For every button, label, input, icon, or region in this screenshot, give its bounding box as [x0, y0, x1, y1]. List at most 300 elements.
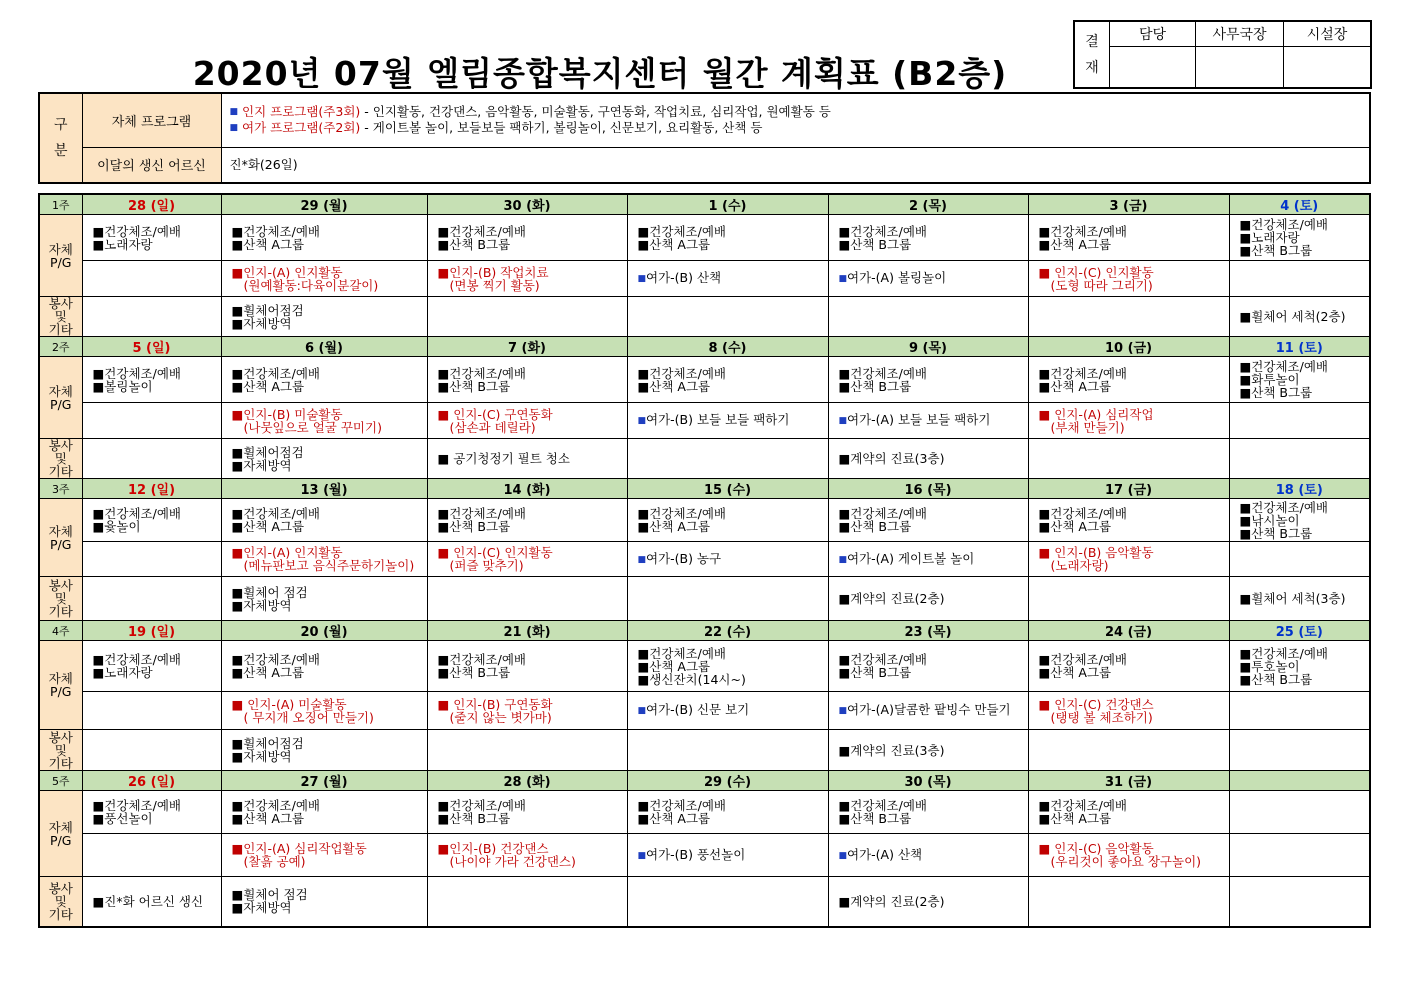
activity-item: ■건강체조/예배 [838, 223, 927, 239]
activity-item: ■건강체조/예배 [231, 652, 320, 667]
day-header: 7 (화) [427, 337, 627, 357]
activity-item: ■산책 A그룹 [637, 811, 711, 826]
week-header-row [39, 194, 1370, 215]
monthly-calendar [38, 193, 1371, 928]
row-label-line: 기타 [48, 906, 73, 922]
service-etc-cell [828, 439, 1028, 479]
row-label-line: 기타 [48, 464, 73, 479]
service-etc-row [39, 877, 1370, 927]
program-title: ■인지-(B) 작업치료 [437, 264, 549, 280]
service-etc-cell [1028, 439, 1229, 479]
program-title: ■ 인지-(A) 심리작업 [1038, 406, 1154, 422]
daily-activity-cell [627, 357, 828, 403]
special-program-cell [1229, 261, 1370, 297]
service-item: ■휠체어점검 [231, 302, 304, 318]
bullet-icon: ■ [838, 416, 848, 426]
program-row [39, 791, 1370, 834]
program-info-table [38, 92, 1371, 184]
special-program-row [39, 834, 1370, 877]
bullet-icon: ■ [637, 850, 647, 861]
row-label-line: 기타 [48, 322, 73, 337]
program-title: ■인지-(B) 미술활동 [231, 406, 343, 422]
program-title: ■ 인지-(B) 구연동화 [437, 696, 553, 712]
activity-item: ■노래자랑 [92, 236, 153, 252]
service-etc-cell [627, 730, 828, 771]
program-detail: (탱탱 볼 체조하기) [1050, 709, 1153, 725]
activity-item: ■산책 B그룹 [838, 519, 912, 534]
row-label-line: 및 [54, 893, 67, 909]
row-label-line: P/G [50, 832, 72, 848]
row-label-line: 봉사 [48, 729, 73, 745]
day-header: 30 (목) [828, 771, 1028, 791]
activity-item: ■산책 B그룹 [437, 378, 511, 394]
activity-item: ■건강체조/예배 [838, 506, 927, 521]
special-program-cell [627, 542, 828, 577]
service-item: ■자체방역 [231, 900, 292, 916]
week-label: 4주 [39, 621, 82, 641]
info-birthday: 진*화(26일) [221, 147, 1370, 183]
bullet-icon: ■ [838, 274, 848, 284]
day-header: 17 (금) [1028, 479, 1229, 499]
service-etc-cell [221, 730, 427, 771]
daily-activity-cell [1028, 791, 1229, 834]
day-header: 11 (토) [1229, 337, 1370, 357]
week-header-row [39, 479, 1370, 499]
service-item: ■계약의 진료(3층) [838, 451, 945, 466]
row-label-line: 기타 [48, 604, 73, 619]
program-title: ■인지-(A) 인지활동 [231, 545, 343, 560]
leisure-program-label: 여가-(B) 산책 [646, 270, 722, 285]
approval-header-head: 시설장 [1284, 21, 1372, 47]
service-etc-row [39, 577, 1370, 621]
activity-item: ■건강체조/예배 [637, 506, 726, 521]
service-etc-cell [828, 297, 1028, 337]
program-title: ■ 인지-(C) 구연동화 [437, 406, 553, 422]
program-detail: (삼손과 데릴라) [449, 419, 536, 435]
daily-activity-cell [221, 215, 427, 261]
row-label-line: 및 [54, 309, 67, 324]
special-program-cell [1229, 692, 1370, 730]
special-program-row [39, 403, 1370, 439]
day-header: 23 (목) [828, 621, 1028, 641]
activity-item: ■건강체조/예배 [231, 506, 320, 521]
activity-item: ■윷놀이 [92, 519, 141, 534]
row-label-line: P/G [50, 254, 72, 270]
week-header-row [39, 771, 1370, 791]
service-etc-cell [627, 577, 828, 621]
day-header: 3 (금) [1028, 194, 1229, 215]
activity-item: ■산책 B그룹 [437, 811, 511, 826]
service-etc-cell [82, 877, 221, 927]
row-label-service [39, 577, 82, 621]
program-title: ■ 인지-(C) 인지활동 [1038, 264, 1154, 280]
bullet-icon: ■ [637, 554, 647, 565]
day-header: 6 (월) [221, 337, 427, 357]
special-program-row [39, 261, 1370, 297]
day-header: 28 (일) [82, 194, 221, 215]
day-header: 16 (목) [828, 479, 1028, 499]
service-etc-cell [828, 877, 1028, 927]
program-detail: (나뭇잎으로 얼굴 꾸미기) [243, 419, 382, 435]
service-item: ■ 공기청정기 필트 청소 [437, 451, 570, 466]
row-label-line: 및 [54, 742, 67, 758]
day-header: 26 (일) [82, 771, 221, 791]
special-program-cell [82, 834, 221, 877]
activity-item: ■건강체조/예배 [437, 652, 526, 667]
special-program-cell [627, 692, 828, 730]
special-program-cell [627, 261, 828, 297]
service-etc-cell [1229, 297, 1370, 337]
activity-item: ■노래자랑 [92, 665, 153, 680]
program-title: ■ 인지-(A) 미술활동 [231, 696, 347, 712]
program-detail: (부채 만들기) [1050, 419, 1125, 435]
activity-item: ■건강체조/예배 [231, 798, 320, 813]
program-row [39, 215, 1370, 261]
service-etc-row [39, 297, 1370, 337]
daily-activity-cell [828, 641, 1028, 692]
activity-item: ■건강체조/예배 [1239, 499, 1328, 515]
service-etc-cell [627, 439, 828, 479]
activity-item: ■건강체조/예배 [1038, 798, 1127, 813]
special-program-cell [221, 542, 427, 577]
leisure-program-label: 여가-(A)달콤한 팥빙수 만들기 [847, 702, 1011, 717]
daily-activity-cell [427, 641, 627, 692]
row-label-line: P/G [50, 684, 72, 699]
row-label-line: 봉사 [48, 438, 73, 453]
day-header: 29 (월) [221, 194, 427, 215]
program-row [39, 641, 1370, 692]
day-header: 18 (토) [1229, 479, 1370, 499]
activity-item: ■건강체조/예배 [231, 223, 320, 239]
activity-item: ■산책 B그룹 [838, 665, 912, 680]
special-program-cell [828, 692, 1028, 730]
bullet-icon: ■ [838, 554, 848, 565]
service-item: ■휠체어 점검 [231, 887, 308, 903]
special-program-cell [82, 261, 221, 297]
approval-sign-manager[interactable] [1110, 47, 1196, 89]
daily-activity-cell [1229, 357, 1370, 403]
special-program-cell [1229, 542, 1370, 577]
approval-sign-director[interactable] [1196, 47, 1284, 89]
row-label-service [39, 730, 82, 771]
row-label-line: 자체 [48, 523, 73, 539]
leisure-program-label: 여가-(A) 산책 [847, 846, 923, 862]
week-header-row [39, 337, 1370, 357]
activity-item: ■건강체조/예배 [92, 365, 181, 381]
row-label-line: 기타 [48, 755, 73, 771]
info-label-own-program: 자체 프로그램 [82, 93, 221, 147]
daily-activity-cell [1229, 215, 1370, 261]
activity-item: ■화투놀이 [1239, 372, 1300, 387]
program-detail: (나이야 가라 건강댄스) [449, 854, 576, 869]
special-program-cell [427, 692, 627, 730]
activity-item: ■산책 B그룹 [1239, 671, 1313, 687]
special-program-cell [82, 403, 221, 439]
row-label-program [39, 499, 82, 577]
special-program-cell [1229, 403, 1370, 439]
bullet-icon: ■ [229, 107, 239, 118]
leisure-program [839, 413, 1028, 428]
row-label-line: P/G [50, 396, 72, 412]
day-header: 4 (토) [1229, 194, 1370, 215]
program-detail: (노래자랑) [1050, 558, 1109, 573]
activity-item: ■산책 A그룹 [637, 236, 711, 252]
activity-item: ■산책 B그룹 [838, 811, 912, 826]
day-header: 19 (일) [82, 621, 221, 641]
activity-item: ■건강체조/예배 [1038, 652, 1127, 667]
program-detail: (우리것이 좋아요 장구놀이) [1050, 854, 1202, 869]
activity-item: ■산책 B그룹 [437, 665, 511, 680]
activity-item: ■건강체조/예배 [92, 798, 181, 813]
day-header: 29 (수) [627, 771, 828, 791]
row-label-program [39, 641, 82, 730]
special-program-cell [82, 542, 221, 577]
row-label-program [39, 791, 82, 877]
special-program-cell [1028, 261, 1229, 297]
service-etc-cell [221, 577, 427, 621]
program-detail: (퍼즐 맞추기) [449, 558, 524, 573]
special-program-cell [627, 403, 828, 439]
activity-item: ■산책 B그룹 [1239, 243, 1313, 258]
daily-activity-cell [828, 215, 1028, 261]
activity-item: ■건강체조/예배 [1038, 223, 1127, 239]
activity-item: ■건강체조/예배 [838, 798, 927, 813]
daily-activity-cell [1229, 641, 1370, 692]
info-own-program [221, 93, 1370, 147]
week-label: 5주 [39, 771, 82, 791]
service-item: ■자체방역 [231, 749, 292, 764]
service-item: ■계약의 진료(2층) [838, 893, 945, 909]
daily-activity-cell [82, 791, 221, 834]
leisure-program [839, 703, 1028, 718]
day-header: 1 (수) [627, 194, 828, 215]
activity-item: ■산책 B그룹 [838, 236, 912, 252]
service-item: ■휠체어 세척(2층) [1239, 309, 1346, 324]
leisure-program-label: 여가-(B) 풍선놀이 [646, 846, 746, 862]
daily-activity-cell [1229, 499, 1370, 542]
special-program-row [39, 542, 1370, 577]
leisure-program [839, 271, 1028, 286]
activity-item: ■건강체조/예배 [92, 652, 181, 667]
info-label-birthday: 이달의 생신 어르신 [82, 147, 221, 183]
special-program-cell [221, 692, 427, 730]
special-program-cell [427, 403, 627, 439]
activity-item: ■산책 B그룹 [1239, 385, 1313, 400]
activity-item: ■건강체조/예배 [437, 506, 526, 521]
bullet-icon: ■ [229, 123, 239, 134]
info-line [230, 104, 1370, 120]
approval-sign-head[interactable] [1284, 47, 1372, 89]
activity-item: ■산책 A그룹 [231, 811, 305, 826]
activity-item: ■건강체조/예배 [838, 652, 927, 667]
activity-item: ■건강체조/예배 [437, 223, 526, 239]
daily-activity-cell [427, 791, 627, 834]
leisure-program-label: 여가-(B) 보들 보들 팩하기 [646, 412, 790, 427]
special-program-cell [1028, 403, 1229, 439]
activity-item: ■산책 A그룹 [1038, 378, 1112, 394]
special-program-cell [221, 403, 427, 439]
activity-item: ■산책 A그룹 [1038, 236, 1112, 252]
service-etc-row [39, 439, 1370, 479]
service-etc-cell [427, 730, 627, 771]
program-title: ■ 인지-(C) 인지활동 [437, 545, 553, 560]
row-label-line: 및 [54, 591, 67, 606]
daily-activity-cell [627, 499, 828, 542]
daily-activity-cell [82, 215, 221, 261]
service-etc-cell [1028, 877, 1229, 927]
activity-item: ■산책 B그룹 [437, 236, 511, 252]
day-header: 15 (수) [627, 479, 828, 499]
row-label-line: P/G [50, 536, 72, 552]
service-etc-cell [1229, 877, 1370, 927]
program-title: ■인지-(A) 심리작업활동 [231, 841, 367, 856]
special-program-cell [1229, 834, 1370, 877]
activity-item: ■건강체조/예배 [637, 365, 726, 381]
activity-item: ■건강체조/예배 [231, 365, 320, 381]
activity-item: ■볼링놀이 [92, 378, 153, 394]
service-item: ■자체방역 [231, 457, 292, 473]
service-etc-cell [627, 877, 828, 927]
leisure-program [638, 271, 828, 286]
leisure-program [638, 552, 828, 567]
daily-activity-cell [221, 641, 427, 692]
program-detail: (메뉴판보고 음식주문하기놀이) [243, 558, 415, 573]
leisure-program-label: 여가-(A) 볼링놀이 [847, 270, 947, 285]
activity-item: ■산책 A그룹 [1038, 665, 1112, 680]
leisure-program-label: 여가-(A) 보들 보들 팩하기 [847, 412, 991, 427]
service-etc-cell [427, 877, 627, 927]
service-etc-cell [1229, 577, 1370, 621]
bullet-icon: ■ [637, 416, 647, 426]
daily-activity-cell [82, 641, 221, 692]
row-label-program [39, 215, 82, 297]
day-header: 20 (월) [221, 621, 427, 641]
daily-activity-cell [828, 791, 1028, 834]
activity-item: ■산책 A그룹 [231, 378, 305, 394]
leisure-program-label: 여가-(A) 게이트볼 놀이 [847, 550, 975, 566]
row-label-line: 봉사 [48, 578, 73, 593]
daily-activity-cell [828, 499, 1028, 542]
daily-activity-cell [1028, 357, 1229, 403]
service-item: ■계약의 진료(2층) [838, 591, 945, 606]
activity-item: ■산책 A그룹 [1038, 519, 1112, 534]
daily-activity-cell [427, 357, 627, 403]
activity-item: ■건강체조/예배 [92, 506, 181, 521]
daily-activity-cell [221, 357, 427, 403]
service-etc-cell [221, 439, 427, 479]
day-header: 2 (목) [828, 194, 1028, 215]
day-header: 14 (화) [427, 479, 627, 499]
service-etc-cell [1028, 297, 1229, 337]
activity-item: ■건강체조/예배 [437, 365, 526, 381]
day-header: 28 (화) [427, 771, 627, 791]
info-side-label [39, 93, 82, 183]
leisure-program [839, 848, 1028, 863]
row-label-service [39, 877, 82, 927]
activity-item: ■낚시놀이 [1239, 512, 1300, 528]
leisure-program [638, 703, 828, 718]
activity-item: ■산책 B그룹 [1239, 525, 1313, 541]
service-item: ■진*화 어르신 생신 [92, 893, 204, 909]
activity-item: ■건강체조/예배 [1239, 359, 1328, 374]
activity-item: ■건강체조/예배 [1038, 506, 1127, 521]
special-program-cell [427, 261, 627, 297]
week-header-row [39, 621, 1370, 641]
info-side-2: 분 [53, 143, 68, 159]
daily-activity-cell [221, 499, 427, 542]
approval-side-1: 결 [1085, 33, 1099, 50]
daily-activity-cell [427, 215, 627, 261]
info-line [230, 120, 1370, 136]
activity-item: ■산책 A그룹 [231, 236, 305, 252]
bullet-icon: ■ [838, 850, 848, 861]
approval-side-label [1074, 21, 1110, 88]
activity-item: ■풍선놀이 [92, 811, 153, 826]
leisure-program [638, 413, 828, 428]
program-title: ■ 인지-(B) 음악활동 [1038, 545, 1154, 560]
activity-item: ■건강체조/예배 [637, 645, 726, 661]
leisure-program-label: 여가-(B) 신문 보기 [646, 702, 750, 717]
activity-item: ■건강체조/예배 [838, 365, 927, 381]
service-etc-cell [828, 730, 1028, 771]
activity-item: ■건강체조/예배 [1239, 217, 1328, 232]
daily-activity-cell [627, 215, 828, 261]
activity-item: ■투호놀이 [1239, 658, 1300, 674]
activity-item: ■건강체조/예배 [1239, 645, 1328, 661]
activity-item: ■건강체조/예배 [637, 798, 726, 813]
day-header: 5 (일) [82, 337, 221, 357]
service-etc-cell [82, 297, 221, 337]
bullet-icon: ■ [838, 706, 848, 716]
day-header: 25 (토) [1229, 621, 1370, 641]
program-row [39, 499, 1370, 542]
special-program-cell [221, 834, 427, 877]
service-etc-cell [828, 577, 1028, 621]
leisure-program [839, 552, 1028, 567]
activity-item: ■산책 A그룹 [637, 519, 711, 534]
week-label: 3주 [39, 479, 82, 499]
row-label-line: 자체 [48, 241, 73, 257]
info-program-desc: - 게이트볼 놀이, 보들보들 팩하기, 볼링놀이, 신문보기, 요리활동, 산책 등 [360, 120, 763, 136]
row-label-line: 자체 [48, 383, 73, 399]
service-etc-cell [1028, 577, 1229, 621]
approval-header-manager: 담당 [1110, 21, 1196, 47]
service-etc-cell [221, 877, 427, 927]
row-label-line: 봉사 [48, 296, 73, 311]
service-item: ■자체방역 [231, 597, 292, 613]
daily-activity-cell [1028, 641, 1229, 692]
program-detail: ( 무지개 오징어 만들기) [243, 709, 374, 725]
program-row [39, 357, 1370, 403]
special-program-cell [82, 692, 221, 730]
service-etc-cell [1229, 730, 1370, 771]
activity-item: ■생신잔치(14시~) [637, 671, 746, 687]
program-title: ■인지-(A) 인지활동 [231, 264, 343, 280]
day-header: 9 (목) [828, 337, 1028, 357]
row-label-line: 자체 [48, 819, 73, 835]
special-program-cell [828, 261, 1028, 297]
special-program-cell [627, 834, 828, 877]
service-etc-cell [627, 297, 828, 337]
info-program-name: 인지 프로그램(주3회) [242, 104, 361, 120]
day-header: 10 (금) [1028, 337, 1229, 357]
day-header: 12 (일) [82, 479, 221, 499]
service-item: ■자체방역 [231, 315, 292, 331]
service-item: ■계약의 진료(3층) [838, 742, 945, 758]
row-label-line: 봉사 [48, 880, 73, 896]
activity-item: ■산책 B그룹 [838, 378, 912, 394]
week-label: 1주 [39, 194, 82, 215]
